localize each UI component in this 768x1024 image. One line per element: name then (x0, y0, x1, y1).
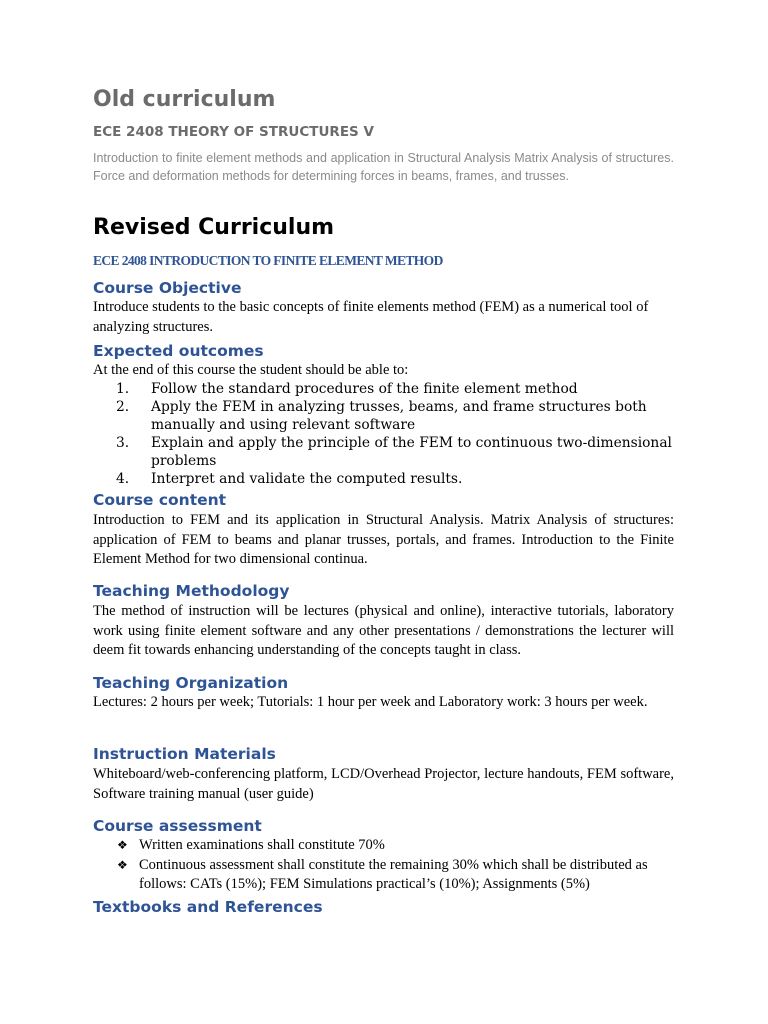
teaching-methodology-text: The method of instruction will be lectures (physical and online), interactive tutorials, laboratory work using finite element software and any other presentations / demonstrations the lecturer will deem fit towards enhancing understanding of the concepts taught in class. (93, 603, 674, 658)
course-objective-text: Introduce students to the basic concepts of finite elements method (FEM) as a numerical tool of analyzing structures. (93, 299, 649, 335)
instruction-materials-heading: Instruction Materials (93, 745, 276, 763)
instruction-materials-text: Whiteboard/web-conferencing platform, LCD/Overhead Projector, lecture handouts, FEM software, Software training manual (user guide) (93, 766, 674, 802)
course-content-heading: Course content (93, 491, 227, 509)
expected-outcomes-intro: At the end of this course the student should be able to: (93, 362, 409, 378)
list-item (93, 398, 674, 434)
old-course-description: Introduction to finite element methods and application in Structural Analysis Matrix Analysis of structures. Force and deformation methods for determining forces in beams, frames, and trusses. (93, 151, 674, 183)
old-curriculum-title: Old curriculum (93, 87, 276, 112)
list-item-text: Interpret and validate the computed results. (151, 471, 463, 487)
list-item (93, 380, 674, 398)
revised-curriculum-title: Revised Curriculum (93, 215, 335, 240)
course-assessment-list (93, 836, 674, 895)
list-item (93, 856, 674, 895)
expected-outcomes-heading: Expected outcomes (93, 342, 264, 360)
course-content-text: Introduction to FEM and its application in Structural Analysis. Matrix Analysis of structures: application of FEM to beams and planar trusses, portals, and frames. Introduction to the Finite Element Method for two dimensional continua. (93, 512, 674, 567)
diamond-bullet-icon: ❖ (117, 857, 128, 872)
list-item (93, 836, 674, 856)
teaching-organization-heading: Teaching Organization (93, 674, 289, 692)
revised-course-code: ECE 2408 INTRODUCTION TO FINITE ELEMENT METHOD (93, 253, 443, 268)
list-item-text: Written examinations shall constitute 70% (139, 837, 385, 853)
list-item-number: 1. (116, 381, 130, 397)
list-item (93, 434, 674, 470)
teaching-methodology-heading: Teaching Methodology (93, 582, 290, 600)
teaching-organization-text: Lectures: 2 hours per week; Tutorials: 1 hour per week and Laboratory work: 3 hours per week. (93, 694, 648, 710)
textbooks-heading: Textbooks and References (93, 898, 323, 916)
course-assessment-heading: Course assessment (93, 817, 262, 835)
list-item-number: 2. (116, 399, 130, 415)
expected-outcomes-list (93, 380, 674, 488)
list-item-text: Follow the standard procedures of the finite element method (151, 381, 578, 397)
diamond-bullet-icon: ❖ (117, 838, 128, 852)
list-item-text: Continuous assessment shall constitute the remaining 30% which shall be distributed as follows: CATs (15%); FEM Simulations practical’s (10%); Assignments (5%) (139, 856, 648, 892)
list-item-number: 3. (116, 435, 130, 451)
list-item (93, 470, 674, 488)
list-item-text: Apply the FEM in analyzing trusses, beams, and frame structures both manually and using relevant software (151, 399, 647, 433)
old-course-code: ECE 2408 THEORY OF STRUCTURES V (93, 124, 374, 140)
course-objective-heading: Course Objective (93, 279, 242, 297)
list-item-number: 4. (116, 471, 130, 487)
list-item-text: Explain and apply the principle of the FEM to continuous two-dimensional problems (151, 435, 672, 469)
